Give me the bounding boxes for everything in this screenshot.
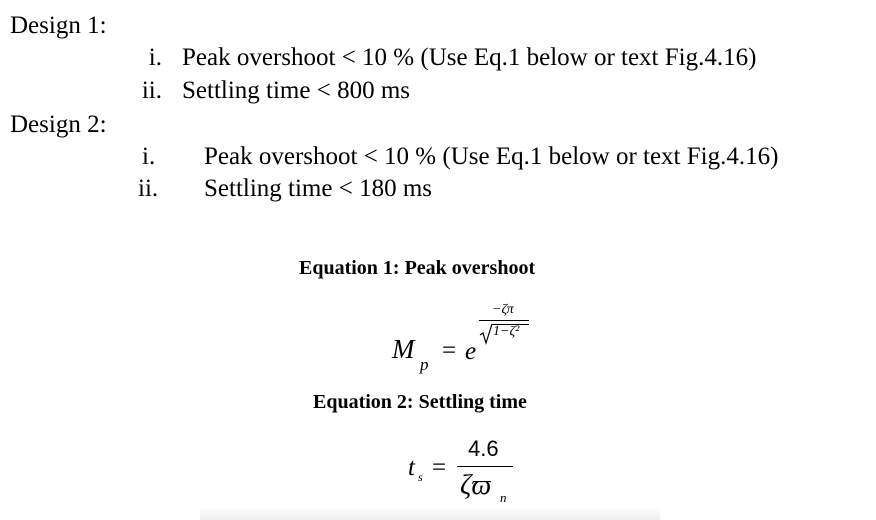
equation1-base: e <box>465 338 477 365</box>
equation1-lhs-subscript: p <box>420 355 429 374</box>
design2-item1-text: Peak overshoot < 10 % (Use Eq.1 below or text Fig.4.16) <box>204 143 779 170</box>
equation1-exponent-fraction-bar <box>479 320 529 321</box>
equation1-exponent-denominator: 1−ζ² <box>493 324 520 339</box>
equation2-denominator-subscript: n <box>500 490 507 505</box>
design2-item2-text: Settling time < 180 ms <box>204 175 432 202</box>
equation1-equals: = <box>442 337 457 364</box>
equation2-fraction-bar <box>457 466 513 467</box>
equation2-lhs-subscript: s <box>418 470 423 484</box>
equation1-lhs-symbol: M <box>392 334 415 364</box>
design1-item2-text: Settling time < 800 ms <box>182 77 410 104</box>
equation2-numerator: 4.6 <box>468 436 499 461</box>
design1-heading: Design 1: <box>10 12 107 39</box>
design2-item2-number: ii. <box>138 175 159 202</box>
sqrt-radical-icon <box>480 323 494 345</box>
equation2-title: Equation 2: Settling time <box>313 391 527 413</box>
equation2-denominator: ζϖ <box>460 470 492 501</box>
design2-item1-number: i. <box>142 143 156 170</box>
design1-item1-number: i. <box>148 44 162 71</box>
design1-item2-number: ii. <box>141 77 162 104</box>
equation2-equals: = <box>432 454 447 481</box>
design2-heading: Design 2: <box>10 111 107 138</box>
equation1-title: Equation 1: Peak overshoot <box>299 257 536 279</box>
bottom-page-shadow <box>200 508 660 520</box>
equation2-lhs-symbol: t <box>408 454 415 481</box>
equation1-exponent-numerator: −ζπ <box>492 302 514 317</box>
design1-item1-text: Peak overshoot < 10 % (Use Eq.1 below or text Fig.4.16) <box>182 44 757 71</box>
